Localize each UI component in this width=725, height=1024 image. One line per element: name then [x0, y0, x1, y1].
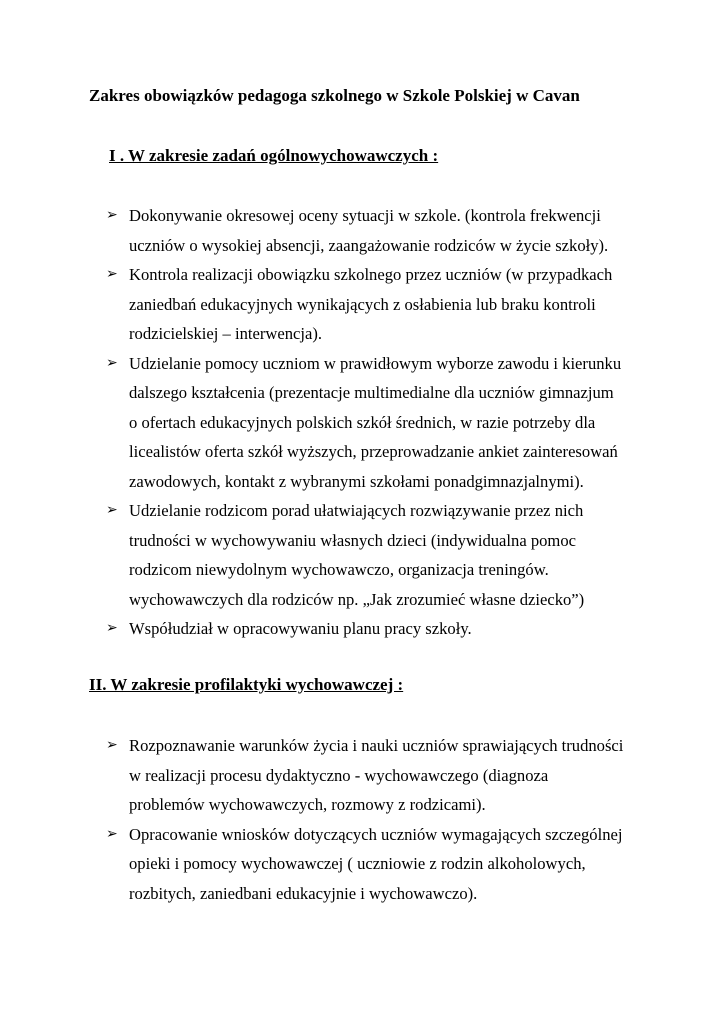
- list-item-line: uczniów o wysokiej absencji, zaangażowanie rodziców w życie szkoły).: [129, 235, 609, 255]
- list-item-line: Współudział w opracowywaniu planu pracy szkoły.: [129, 619, 472, 638]
- list-item: [103, 731, 663, 820]
- arrowhead-bullet-icon: ➢: [106, 355, 118, 371]
- section-2-heading: II. W zakresie profilaktyki wychowawczej :: [89, 675, 404, 694]
- arrowhead-bullet-icon: ➢: [106, 208, 118, 223]
- list-item-line: Dokonywanie okresowej oceny sytuacji w szkole. (kontrola frekwencji: [129, 206, 601, 225]
- list-item: [103, 349, 663, 497]
- list-item-line: rodzicielskiej – interwencja).: [129, 324, 323, 343]
- arrowhead-bullet-icon: ➢: [106, 826, 118, 842]
- list-item-line: Udzielanie rodzicom porad ułatwiających rozwiązywanie przez nich: [129, 501, 584, 520]
- list-item: [103, 820, 663, 909]
- list-item-line: Kontrola realizacji obowiązku szkolnego przez uczniów (w przypadkach: [129, 265, 613, 284]
- list-item-line: wychowawczych dla rodziców np. „Jak zrozumieć własne dziecko”): [129, 589, 585, 609]
- arrowhead-bullet-icon: ➢: [106, 738, 118, 753]
- list-item-line: problemów wychowawczych, rozmowy z rodzicami).: [129, 795, 486, 814]
- list-item-line: licealistów oferta szkół wyższych, przeprowadzanie ankiet zainteresowań: [129, 442, 618, 461]
- list-item-line: rodzicom niewydolnym wychowawczo, organizacja treningów.: [129, 560, 549, 579]
- arrowhead-bullet-icon: ➢: [106, 503, 118, 518]
- list-item: [103, 260, 663, 349]
- arrowhead-bullet-icon: ➢: [106, 621, 118, 636]
- section-1-heading: I . W zakresie zadań ogólnowychowawczych :: [109, 146, 439, 165]
- list-item-line: Udzielanie pomocy uczniom w prawidłowym wyborze zawodu i kierunku: [129, 353, 622, 373]
- list-item-line: dalszego kształcenia (prezentacje multimedialne dla uczniów gimnazjum: [129, 383, 614, 402]
- list-item-line: Rozpoznawanie warunków życia i nauki uczniów sprawiających trudności: [129, 736, 624, 755]
- list-item-line: trudności w wychowywaniu własnych dzieci (indywidualna pomoc: [129, 530, 577, 550]
- list-item: [103, 201, 663, 260]
- document-title: Zakres obowiązków pedagoga szkolnego w Szkole Polskiej w Cavan: [89, 86, 580, 105]
- list-item-line: opieki i pomocy wychowawczej ( uczniowie z rodzin alkoholowych,: [129, 854, 586, 873]
- section-1-list: [103, 201, 663, 644]
- list-item-line: w realizacji procesu dydaktyczno - wychowawczego (diagnoza: [129, 765, 549, 785]
- list-item: [103, 614, 663, 644]
- list-item-line: o ofertach edukacyjnych polskich szkół średnich, w razie potrzeby dla: [129, 412, 596, 432]
- list-item-line: zaniedbań edukacyjnych wynikających z osłabienia lub braku kontroli: [129, 294, 596, 314]
- list-item-line: Opracowanie wniosków dotyczących uczniów wymagających szczególnej: [129, 824, 623, 844]
- list-item-line: zawodowych, kontakt z wybranymi szkołami ponadgimnazjalnymi).: [129, 471, 584, 491]
- section-2-list: [103, 731, 663, 908]
- list-item-line: rozbitych, zaniedbani edukacyjnie i wychowawczo).: [129, 883, 478, 903]
- list-item: [103, 496, 663, 614]
- arrowhead-bullet-icon: ➢: [106, 267, 118, 282]
